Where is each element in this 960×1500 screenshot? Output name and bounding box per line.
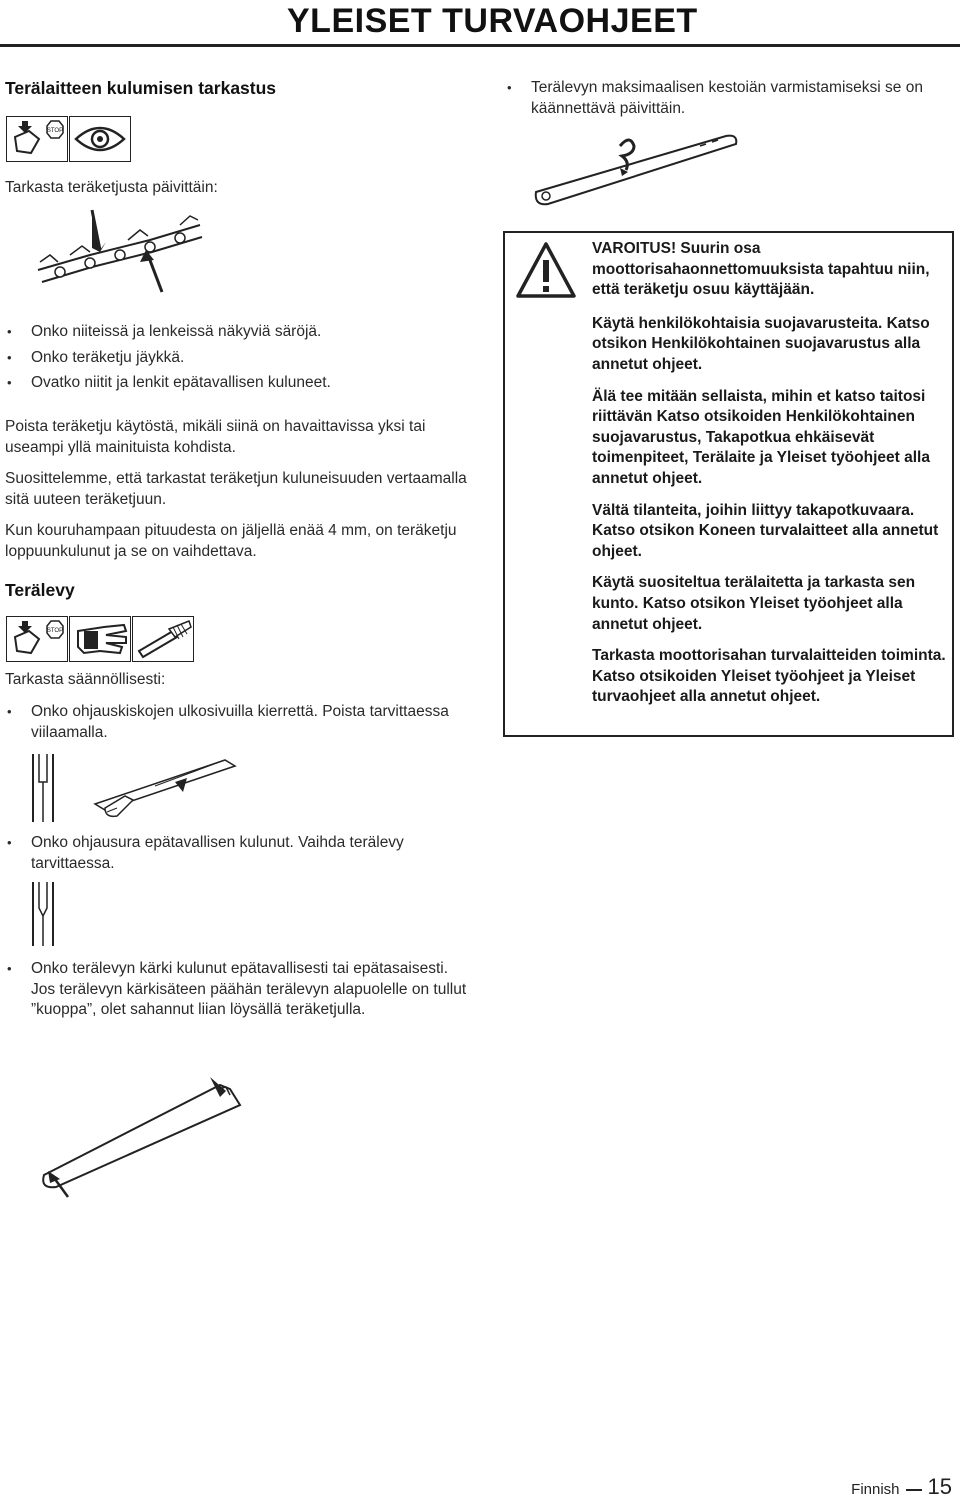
page-number: 15 (927, 1474, 952, 1499)
wire-brush-icon (132, 616, 194, 662)
stop-engine-icon (6, 116, 68, 162)
remove-chain-paragraph: Poista teräketju käytöstä, mikäli siinä on havaittavissa yksi tai useampi yllä mainituista kohdista. (5, 418, 426, 456)
warning-triangle-icon (515, 241, 577, 299)
chain-check-list (5, 322, 475, 394)
list-item: • Ovatko niitit ja lenkit epätavallisen kuluneet. (5, 373, 475, 394)
warning-lead: VAROITUS! Suurin osa moottorisahaonnettomuuksista tapahtuu niin, että teräketju osuu käyttäjään. (592, 240, 930, 299)
list-item: • Onko niiteissä ja lenkeissä näkyviä säröjä. (5, 322, 475, 343)
list-item: • Terälevyn maksimaalisen kestoiän varmistamiseksi se on käännettävä päivittäin. (505, 78, 955, 119)
stop-label: STOP (46, 128, 64, 134)
header-rule (0, 44, 960, 47)
list-item: • Onko ohjauskiskojen ulkosivuilla kierrettä. Poista tarvittaessa viilaamalla. (5, 702, 475, 743)
guide-groove-illustration (25, 880, 65, 948)
footer-divider (906, 1489, 922, 1491)
warning-kickback: Vältä tilanteita, joihin liittyy takapotkuvaara. Katso otsikon Koneen turvalaitteet alla annetut ohjeet. (592, 501, 939, 560)
warning-cutting-equipment: Käytä suositeltua terälaitetta ja tarkasta sen kunto. Katso otsikon Yleiset työohjeet alla annetut ohjeet. (592, 574, 916, 633)
warning-box (503, 231, 954, 737)
guide-bar-flip-illustration (530, 128, 740, 208)
bar-check-list-3 (5, 959, 475, 1021)
stop-label: STOP (46, 628, 64, 634)
list-item: • Onko ohjausura epätavallisen kulunut. Vaihda terälevy tarvittaessa. (5, 833, 475, 874)
list-item: • Onko terälevyn kärki kulunut epätavallisesti tai epätasaisesti. Jos terälevyn kärkisäteen päähän terälevyn alapuolelle on tullut ”kuoppa”, olet sahannut liian löysällä teräketjulla. (5, 959, 475, 1021)
bar-check-list-2 (5, 833, 475, 874)
page-title: YLEISET TURVAOHJEET (287, 2, 698, 40)
saw-chain-illustration (30, 200, 230, 300)
warning-safety-features: Tarkasta moottorisahan turvalaitteiden toiminta. Katso otsikoiden Yleiset työohjeet ja Yleiset turvaohjeet alla annetut ohjeet. (592, 647, 946, 706)
footer-language: Finnish (851, 1481, 900, 1498)
chain-check-intro: Tarkasta teräketjusta päivittäin: (5, 179, 218, 196)
worn-chain-paragraph: Kun kouruhampaan pituudesta on jäljellä enää 4 mm, on teräketju loppuunkulunut ja se on vaihdettava. (5, 522, 457, 560)
warning-skill: Älä tee mitään sellaista, mihin et katso taitosi riittävän Katso otsikoiden Henkilökohtainen suojavarustus, Takapotkua ehkäisevät toimenpiteet, Terälaite ja Yleiset työohjeet alla annetut ohjeet. (592, 387, 930, 487)
warning-protective-gear: Käytä henkilökohtaisia suojavarusteita. Katso otsikon Henkilökohtainen suojavarustus alla annetut ohjeet. (592, 314, 930, 373)
worn-bar-tip-illustration (30, 1075, 260, 1200)
bar-check-intro: Tarkasta säännöllisesti: (5, 671, 166, 688)
page-footer (851, 1474, 952, 1500)
compare-chain-paragraph: Suosittelemme, että tarkastat teräketjun kuluneisuuden vertaamalla sitä uuteen teräketjuun. (5, 470, 467, 508)
section-heading-guide-bar: Terälevy (5, 580, 75, 600)
bar-flip-list (505, 78, 955, 119)
bar-rail-file-illustration (25, 752, 265, 824)
bar-check-list-1 (5, 702, 475, 743)
section-heading-wear-check: Terälaitteen kulumisen tarkastus (5, 78, 277, 98)
protective-glove-icon (69, 616, 131, 662)
eye-inspect-icon (69, 116, 131, 162)
list-item: • Onko teräketju jäykkä. (5, 348, 475, 369)
stop-engine-icon (6, 616, 68, 662)
